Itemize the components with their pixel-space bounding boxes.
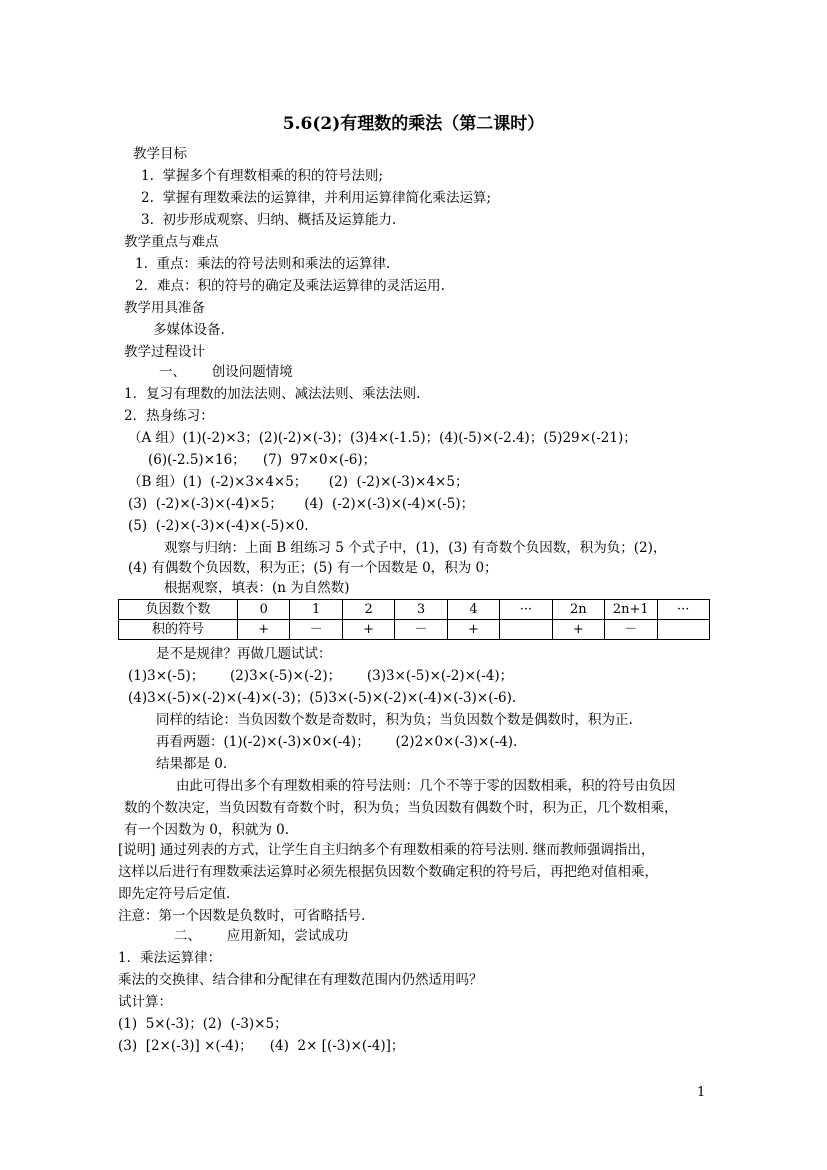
text-line: (4) 有偶数个负因数，积为正；(5) 有一个因数是 0，积为 0； bbox=[128, 560, 498, 576]
table-row bbox=[119, 600, 710, 620]
subsection-heading: 二、 应用新知，尝试成功 bbox=[174, 928, 349, 944]
section-heading: 教学用具准备 bbox=[124, 300, 205, 316]
text-line: 结果都是 0. bbox=[156, 756, 228, 772]
note-line: 即先定符号后定值. bbox=[118, 886, 231, 902]
note-line: 这样以后进行有理数乘法运算时必须先根据负因数个数确定积的符号后，再把绝对值相乘， bbox=[118, 864, 658, 880]
text-line: 同样的结论：当负因数个数是奇数时，积为负；当负因数个数是偶数时，积为正. bbox=[156, 712, 633, 728]
table-cell: － bbox=[290, 620, 342, 640]
table-cell: 4 bbox=[447, 600, 499, 620]
text-line: 1．复习有理数的加法法则、减法法则、乘法法则. bbox=[124, 386, 421, 402]
table-cell: 负因数个数 bbox=[119, 600, 238, 620]
text-line: 2．难点：积的符号的确定及乘法运算律的灵活运用. bbox=[135, 278, 445, 294]
table-cell: 2 bbox=[342, 600, 394, 620]
text-line: (1) 5×(-3)；(2) (-3)×5； bbox=[118, 1016, 288, 1032]
table-cell: + bbox=[447, 620, 499, 640]
table-cell: 2n bbox=[552, 600, 604, 620]
subsection-heading: 一、 创设问题情境 bbox=[159, 364, 293, 380]
text-line: （A 组）(1)(-2)×3；(2)(-2)×(-3)；(3)4×(-1.5)；(4)(-5)×(-2.4)；(5)29×(-21)； bbox=[128, 430, 637, 446]
text-line: (6)(-2.5)×16； (7) 97×0×(-6)； bbox=[148, 452, 377, 468]
text-line: （B 组）(1) (-2)×3×4×5； (2) (-2)×(-3)×4×5； bbox=[128, 474, 469, 490]
table-cell: － bbox=[605, 620, 657, 640]
table-cell: + bbox=[238, 620, 290, 640]
page-title: 5.6(2)有理数的乘法（第二课时） bbox=[282, 114, 545, 134]
table-cell: 1 bbox=[290, 600, 342, 620]
text-line: 3. 初步形成观察、归纳、概括及运算能力. bbox=[141, 212, 397, 228]
text-line: 乘法的交换律、结合律和分配律在有理数范围内仍然适用吗？ bbox=[118, 972, 483, 988]
table-cell: ··· bbox=[500, 600, 552, 620]
text-line: 多媒体设备. bbox=[153, 322, 225, 338]
section-heading: 教学过程设计 bbox=[124, 344, 205, 360]
text-line: 由此可得出多个有理数相乘的符号法则：几个不等于零的因数相乘，积的符号由负因 bbox=[176, 778, 676, 794]
table-cell: － bbox=[395, 620, 447, 640]
table-row bbox=[119, 620, 710, 640]
text-line: (5) (-2)×(-3)×(-4)×(-5)×0. bbox=[128, 518, 309, 534]
text-line: 再看两题：(1)(-2)×(-3)×0×(-4)； (2)2×0×(-3)×(-4). bbox=[156, 734, 518, 750]
text-line: 注意：第一个因数是负数时，可省略括号. bbox=[118, 908, 366, 924]
table-cell bbox=[500, 620, 552, 640]
table-cell: 3 bbox=[395, 600, 447, 620]
sign-table bbox=[118, 599, 710, 640]
text-line: 有一个因数为 0，积就为 0. bbox=[124, 822, 290, 838]
text-line: (1)3×(-5)； (2)3×(-5)×(-2)； (3)3×(-5)×(-2)×(-4)； bbox=[128, 668, 514, 684]
text-line: 试计算： bbox=[118, 994, 172, 1010]
table-cell bbox=[657, 620, 710, 640]
text-line: (4)3×(-5)×(-2)×(-4)×(-3)；(5)3×(-5)×(-2)×(-4)×(-3)×(-6). bbox=[128, 690, 517, 706]
table-cell: 2n+1 bbox=[605, 600, 657, 620]
text-line: 根据观察，填表：(n 为自然数) bbox=[164, 580, 350, 596]
table-cell: 积的符号 bbox=[119, 620, 238, 640]
table-cell: + bbox=[552, 620, 604, 640]
text-line: 1．乘法运算律： bbox=[118, 950, 222, 966]
text-line: (3) (-2)×(-3)×(-4)×5； (4) (-2)×(-3)×(-4)×(-5)； bbox=[128, 496, 475, 512]
note-line: [说明] 通过列表的方式，让学生自主归纳多个有理数相乘的符号法则. 继而教师强调指出， bbox=[118, 842, 655, 858]
text-line: 1. 掌握多个有理数相乘的积的符号法则; bbox=[141, 168, 384, 184]
section-heading: 教学重点与难点 bbox=[124, 234, 219, 250]
text-line: 2. 掌握有理数乘法的运算律，并利用运算律简化乘法运算; bbox=[141, 190, 492, 206]
text-line: 数的个数决定，当负因数有奇数个时，积为负；当负因数有偶数个时，积为正，几个数相乘， bbox=[124, 800, 678, 816]
table-cell: ··· bbox=[657, 600, 710, 620]
text-line: (3) [2×(-3)] ×(-4)； (4) 2× [(-3)×(-4)]； bbox=[118, 1038, 405, 1054]
text-line: 是不是规律？再做几题试试： bbox=[156, 646, 332, 662]
text-line: 2．热身练习： bbox=[124, 408, 214, 424]
text-line: 1. 重点：乘法的符号法则和乘法的运算律. bbox=[135, 256, 391, 272]
page-number: 1 bbox=[697, 1085, 706, 1100]
table-cell: 0 bbox=[238, 600, 290, 620]
text-line: 观察与归纳：上面 B 组练习 5 个式子中，(1)，(3) 有奇数个负因数，积为负；(2)， bbox=[164, 540, 667, 556]
table-cell: + bbox=[342, 620, 394, 640]
section-heading: 教学目标 bbox=[133, 146, 187, 162]
